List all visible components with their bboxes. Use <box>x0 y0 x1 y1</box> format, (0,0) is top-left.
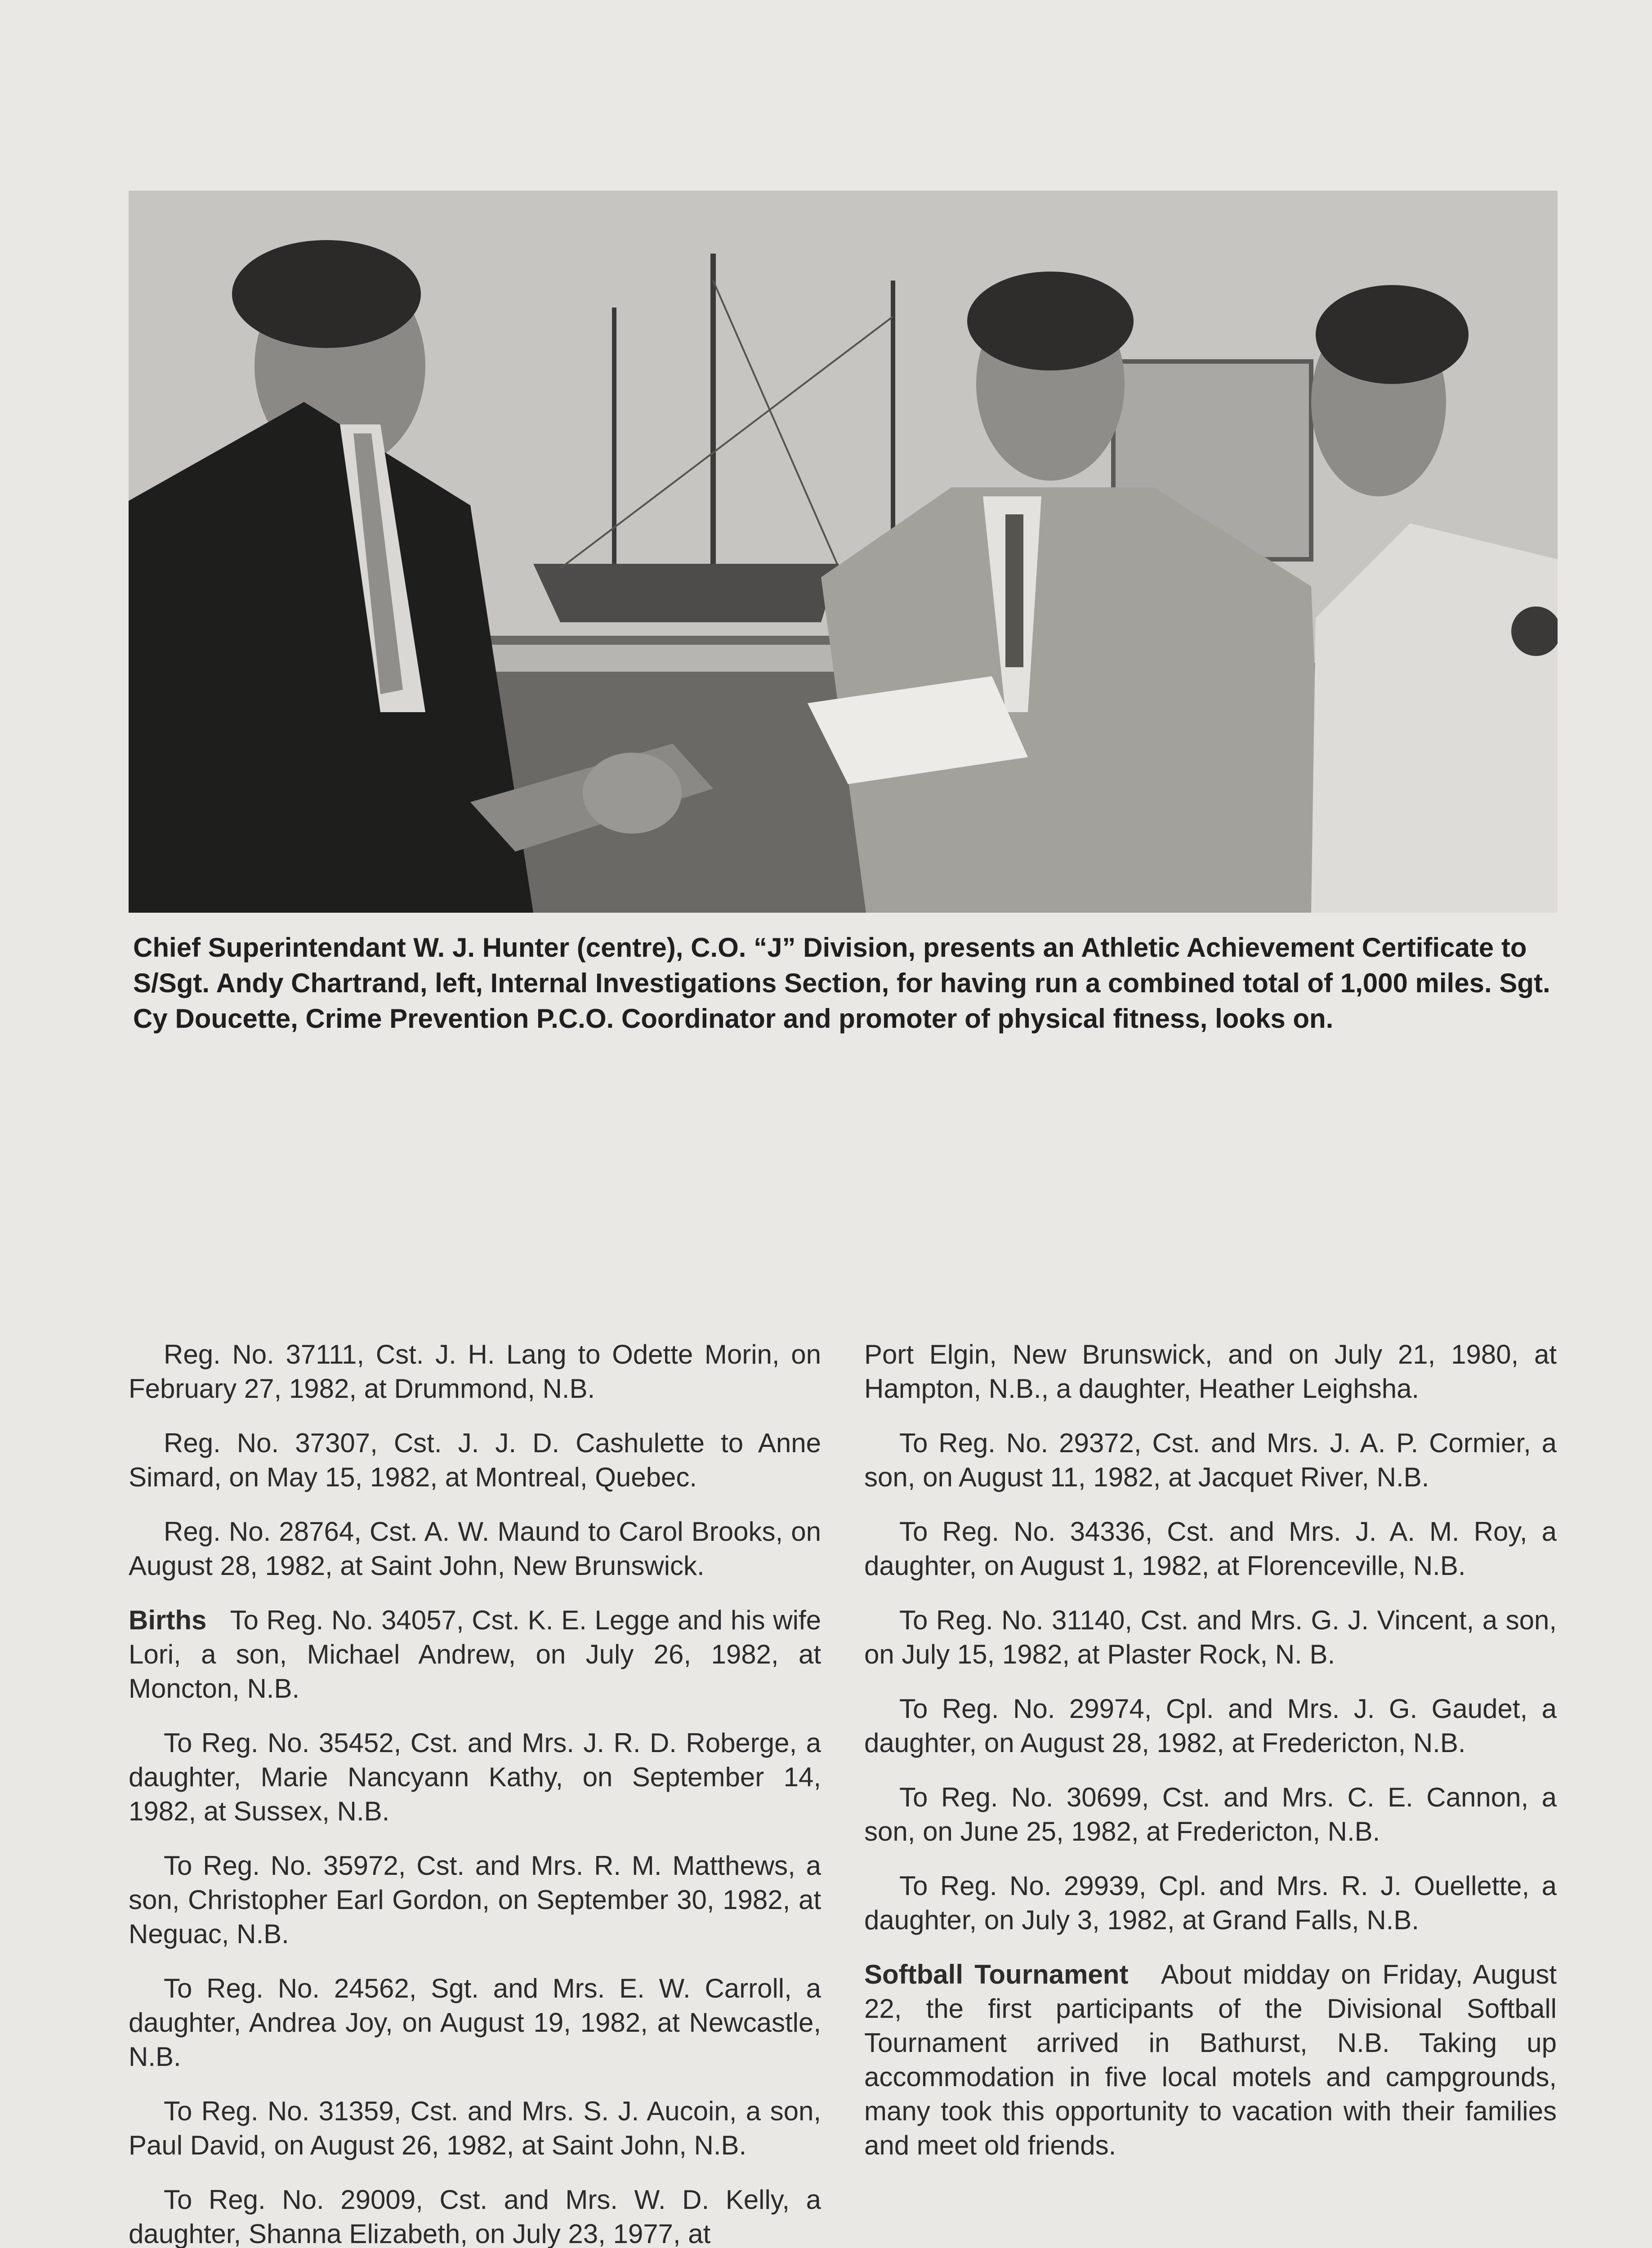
photograph-of-three-men-handshake <box>129 191 1558 913</box>
left-column <box>129 1338 821 2248</box>
paragraph: Reg. No. 37307, Cst. J. J. D. Cashulette to Anne Simard, on May 15, 1982, at Montreal, Quebec. <box>129 1428 821 1492</box>
paragraph: To Reg. No. 35972, Cst. and Mrs. R. M. Matthews, a son, Christopher Earl Gordon, on September 30, 1982, at Neguac, N.B. <box>129 1851 821 1949</box>
paragraph: To Reg. No. 29974, Cpl. and Mrs. J. G. Gaudet, a daughter, on August 28, 1982, at Fredericton, N.B. <box>864 1694 1557 1758</box>
paragraph: To Reg. No. 31140, Cst. and Mrs. G. J. Vincent, a son, on July 15, 1982, at Plaster Rock, N. B. <box>864 1605 1557 1669</box>
births-heading: Births <box>129 1605 207 1635</box>
softball-text: About midday on Friday, August 22, the first participants of the Divisional Softball Tournament arrived in Bathurst, N.B. Taking up accommodation in five local motels and campgrounds, many took this opportunity to vacation with their families and meet old friends. <box>864 1959 1557 2160</box>
paragraph: To Reg. No. 35452, Cst. and Mrs. J. R. D. Roberge, a daughter, Marie Nancyann Kathy, on September 14, 1982, at Sussex, N.B. <box>129 1728 821 1826</box>
paragraph: To Reg. No. 34336, Cst. and Mrs. J. A. M. Roy, a daughter, on August 1, 1982, at Florenceville, N.B. <box>864 1517 1557 1581</box>
births-paragraph <box>129 1603 821 1706</box>
paragraph: To Reg. No. 29372, Cst. and Mrs. J. A. P. Cormier, a son, on August 11, 1982, at Jacquet River, N.B. <box>864 1428 1557 1492</box>
photograph <box>129 191 1558 913</box>
paragraph: To Reg. No. 31359, Cst. and Mrs. S. J. Aucoin, a son, Paul David, on August 26, 1982, at Saint John, N.B. <box>129 2096 821 2160</box>
paragraph: To Reg. No. 29939, Cpl. and Mrs. R. J. Ouellette, a daughter, on July 3, 1982, at Grand Falls, N.B. <box>864 1871 1557 1935</box>
photo-caption: Chief Superintendant W. J. Hunter (centre), C.O. “J” Division, presents an Athletic Achievement Certificate to S/Sgt. Andy Chartrand, left, Internal Investigations Section, for having run a combined total of 1,000 miles. Sgt. Cy Doucette, Crime Prevention P.C.O. Coordinator and promoter of physical fitness, looks on. <box>133 932 1550 1034</box>
right-column <box>864 1338 1557 2183</box>
paragraph: Port Elgin, New Brunswick, and on July 21, 1980, at Hampton, N.B., a daughter, Heather Leighsha. <box>864 1339 1557 1404</box>
paragraph: To Reg. No. 24562, Sgt. and Mrs. E. W. Carroll, a daughter, Andrea Joy, on August 19, 1982, at Newcastle, N.B. <box>129 1973 821 2072</box>
births-text: To Reg. No. 34057, Cst. K. E. Legge and his wife Lori, a son, Michael Andrew, on July 26, 1982, at Moncton, N.B. <box>129 1605 821 1704</box>
softball-heading: Softball Tournament <box>864 1959 1129 1989</box>
softball-paragraph <box>864 1958 1557 2163</box>
paragraph: Reg. No. 28764, Cst. A. W. Maund to Carol Brooks, on August 28, 1982, at Saint John, New Brunswick. <box>129 1517 821 1581</box>
paragraph: Reg. No. 37111, Cst. J. H. Lang to Odette Morin, on February 27, 1982, at Drummond, N.B. <box>129 1339 821 1404</box>
paragraph: To Reg. No. 30699, Cst. and Mrs. C. E. Cannon, a son, on June 25, 1982, at Fredericton, N.B. <box>864 1782 1557 1847</box>
paragraph: To Reg. No. 29009, Cst. and Mrs. W. D. Kelly, a daughter, Shanna Elizabeth, on July 23, 1977, at <box>129 2185 821 2248</box>
